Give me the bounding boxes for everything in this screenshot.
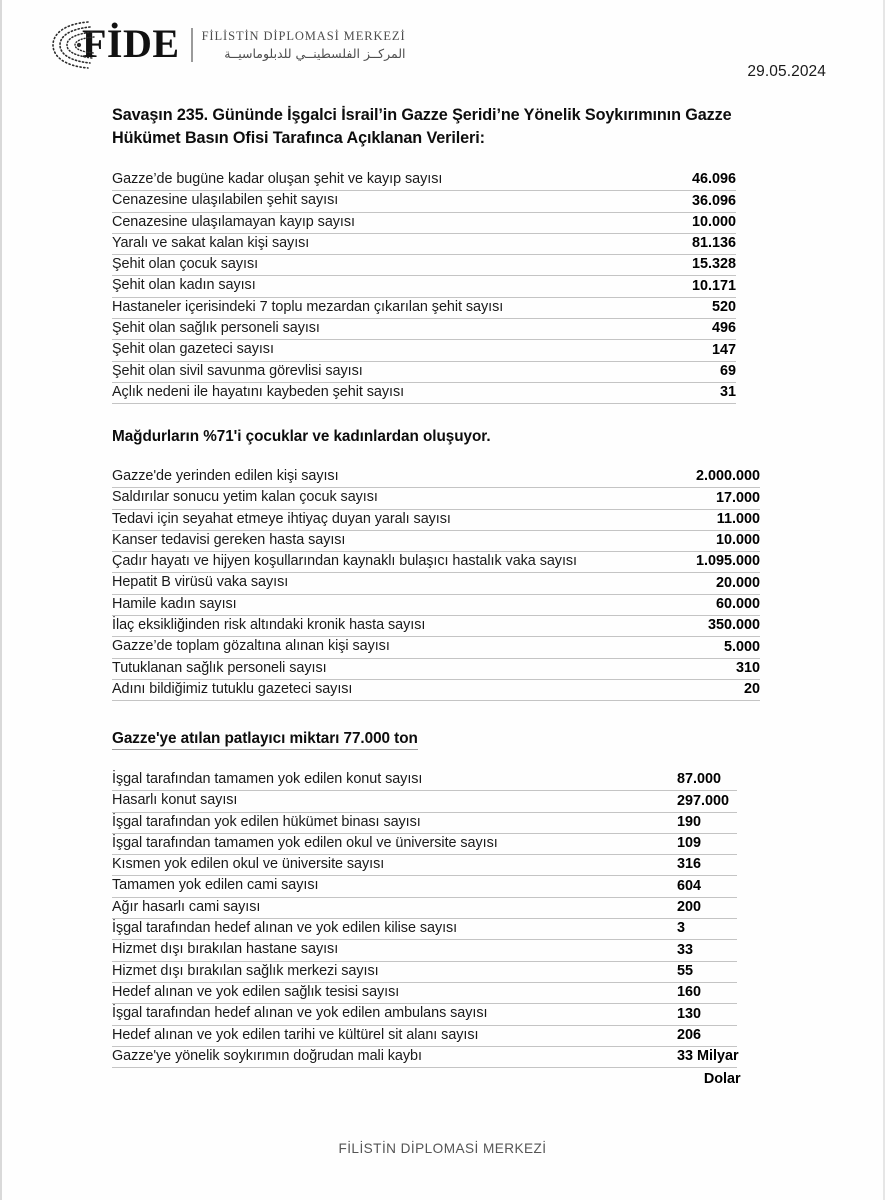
row-label: Şehit olan çocuk sayısı — [112, 256, 259, 273]
row-value: 10.000 — [691, 213, 736, 230]
row-label: Adını bildiğimiz tutuklu gazeteci sayısı — [112, 680, 353, 697]
row-value: 10.000 — [715, 532, 760, 549]
row-label: İşgal tarafından tamamen yok edilen okul ve üniversite sayısı — [112, 834, 498, 851]
row-label: Çadır hayatı ve hijyen koşullarından kaynaklı bulaşıcı hastalık vaka sayısı — [112, 553, 577, 570]
table-row — [112, 962, 737, 983]
row-label: Şehit olan sivil savunma görevlisi sayısı — [112, 362, 363, 379]
row-value: 31 — [719, 384, 736, 401]
table-row — [112, 531, 760, 552]
note-victims-wrap — [112, 428, 491, 446]
spiral-arc-logo-icon — [48, 17, 108, 73]
row-label: Cenazesine ulaşılamayan kayıp sayısı — [112, 213, 355, 230]
section-humanitarian — [112, 467, 760, 701]
footer-text: FİLİSTİN DİPLOMASİ MERKEZİ — [338, 1141, 547, 1156]
row-value: 520 — [711, 299, 736, 316]
table-row — [112, 383, 736, 404]
table-row — [112, 234, 736, 255]
data-rows-humanitarian — [112, 467, 760, 701]
row-label: Hastaneler içerisindeki 7 toplu mezardan çıkarılan şehit sayısı — [112, 298, 504, 315]
table-row — [112, 552, 760, 573]
brand-subtitle-ar: المركــز الفلسطينــي للدبلوماسيــة — [224, 46, 406, 61]
table-row — [112, 1004, 737, 1025]
note-victims: Mağdurların %71'i çocuklar ve kadınlardan oluşuyor. — [112, 428, 491, 445]
table-row — [112, 510, 760, 531]
row-label: İlaç eksikliğinden risk altındaki kronik hasta sayısı — [112, 617, 426, 634]
row-label: İşgal tarafından tamamen yok edilen konut sayısı — [112, 771, 423, 787]
row-value: 3 — [677, 920, 686, 937]
row-value: 33 Milyar — [677, 1048, 739, 1065]
row-value: 1.095.000 — [695, 553, 760, 570]
brand-wordmark: FİDE — [82, 21, 180, 66]
row-label: Gazze'de yerinden edilen kişi sayısı — [112, 468, 339, 484]
row-label: Ağır hasarlı cami sayısı — [112, 898, 261, 915]
table-row — [112, 298, 736, 319]
brand-divider — [191, 28, 193, 62]
table-row — [112, 1026, 737, 1047]
row-label: Gazze’de toplam gözaltına alınan kişi sayısı — [112, 638, 390, 655]
section-casualties — [112, 170, 736, 404]
row-value: 297.000 — [677, 792, 730, 809]
row-label: Hedef alınan ve yok edilen tarihi ve kültürel sit alanı sayısı — [112, 1026, 479, 1043]
row-label: İşgal tarafından hedef alınan ve yok edilen kilise sayısı — [112, 920, 458, 937]
brand-header — [48, 14, 406, 76]
table-row — [112, 1047, 737, 1068]
row-label: Şehit olan kadın sayısı — [112, 277, 256, 294]
table-row — [112, 834, 737, 855]
row-label: Kısmen yok edilen okul ve üniversite sayısı — [112, 856, 385, 873]
row-value: 2.000.000 — [695, 468, 760, 485]
row-label: Şehit olan gazeteci sayısı — [112, 341, 274, 358]
note-explosives: Gazze'ye atılan patlayıcı miktarı 77.000 ton — [112, 730, 418, 750]
brand-subtitle-tr: FİLİSTİN DİPLOMASİ MERKEZİ — [201, 29, 406, 43]
row-value: 160 — [677, 984, 702, 1001]
row-value: 33 — [677, 941, 694, 958]
row-value: 20 — [743, 681, 760, 698]
report-date: 29.05.2024 — [747, 63, 826, 80]
row-label: Hizmet dışı bırakılan sağlık merkezi sayısı — [112, 962, 379, 979]
row-value: 55 — [677, 962, 694, 979]
table-row — [112, 813, 737, 834]
table-row — [112, 659, 760, 680]
table-row — [112, 637, 760, 658]
data-rows-casualties — [112, 170, 736, 404]
row-value: 316 — [677, 856, 702, 873]
row-label: Yaralı ve sakat kalan kişi sayısı — [112, 234, 310, 251]
row-value: 190 — [677, 813, 702, 830]
row-label: Kanser tedavisi gereken hasta sayısı — [112, 531, 346, 548]
row-value: 604 — [677, 877, 702, 894]
table-row — [112, 680, 760, 701]
table-row — [112, 876, 737, 897]
table-row — [112, 770, 737, 791]
row-value: 20.000 — [715, 574, 760, 591]
row-value: 17.000 — [715, 489, 760, 506]
row-label: Gazze’de bugüne kadar oluşan şehit ve kayıp sayısı — [112, 171, 443, 187]
row-label: Hamile kadın sayısı — [112, 595, 237, 612]
row-label: Açlık nedeni ile hayatını kaybeden şehit sayısı — [112, 383, 405, 400]
row-value: 10.171 — [691, 277, 736, 294]
table-row — [112, 595, 760, 616]
table-row — [112, 488, 760, 509]
table-row — [112, 276, 736, 297]
note-explosives-wrap — [112, 730, 418, 750]
row-value: 130 — [677, 1005, 702, 1022]
row-value: 5.000 — [723, 638, 760, 655]
row-value: 11.000 — [716, 510, 760, 527]
table-row — [112, 362, 736, 383]
table-row — [112, 940, 737, 961]
value-continuation: Dolar — [703, 1071, 741, 1088]
data-rows-infrastructure — [112, 770, 737, 1068]
row-label: Şehit olan sağlık personeli sayısı — [112, 320, 320, 337]
row-value: 81.136 — [691, 235, 736, 252]
table-row — [112, 191, 736, 212]
table-row — [112, 791, 737, 812]
row-value: 310 — [735, 659, 760, 676]
row-value: 87.000 — [677, 771, 722, 788]
row-value: 69 — [719, 362, 736, 379]
row-value: 147 — [711, 341, 736, 358]
table-row — [112, 170, 736, 191]
row-value: 350.000 — [707, 617, 760, 634]
row-label: Hizmet dışı bırakılan hastane sayısı — [112, 941, 339, 958]
row-label: Tutuklanan sağlık personeli sayısı — [112, 659, 327, 676]
row-label: Saldırılar sonucu yetim kalan çocuk sayısı — [112, 489, 378, 506]
table-row — [112, 213, 736, 234]
brand-subtitle-group — [202, 29, 406, 61]
table-row — [112, 616, 760, 637]
row-value: 109 — [677, 835, 702, 852]
row-value: 200 — [677, 899, 702, 916]
row-label: Tamamen yok edilen cami sayısı — [112, 877, 319, 894]
row-value: 206 — [677, 1026, 702, 1043]
row-value: 496 — [711, 320, 736, 337]
table-row — [112, 919, 737, 940]
table-row — [112, 573, 760, 594]
table-row — [112, 983, 737, 1004]
section-infrastructure — [112, 770, 737, 1068]
row-label: Cenazesine ulaşılabilen şehit sayısı — [112, 192, 339, 209]
row-label: Hasarlı konut sayısı — [112, 792, 238, 809]
row-label: Tedavi için seyahat etmeye ihtiyaç duyan yaralı sayısı — [112, 510, 451, 527]
table-row — [112, 255, 736, 276]
page-title: Savaşın 235. Gününde İşgalci İsrail’in Gazze Şeridi’ne Yönelik Soykırımının Gazze Hükümet Basın Ofisi Tarafınca Açıklanan Verileri: — [112, 106, 732, 147]
table-row — [112, 898, 737, 919]
row-label: Hepatit B virüsü vaka sayısı — [112, 574, 289, 591]
row-value: 36.096 — [691, 192, 736, 209]
row-label: Hedef alınan ve yok edilen sağlık tesisi sayısı — [112, 983, 400, 1000]
row-label: İşgal tarafından hedef alınan ve yok edilen ambulans sayısı — [112, 1005, 488, 1022]
row-label: İşgal tarafından yok edilen hükümet binası sayısı — [112, 813, 421, 830]
table-row — [112, 319, 736, 340]
row-value: 15.328 — [691, 256, 736, 273]
row-label: Gazze'ye yönelik soykırımın doğrudan mali kaybı — [112, 1047, 422, 1064]
row-value: 46.096 — [691, 171, 736, 188]
table-row — [112, 467, 760, 488]
table-row — [112, 855, 737, 876]
table-row — [112, 340, 736, 361]
row-value: 60.000 — [715, 596, 760, 613]
